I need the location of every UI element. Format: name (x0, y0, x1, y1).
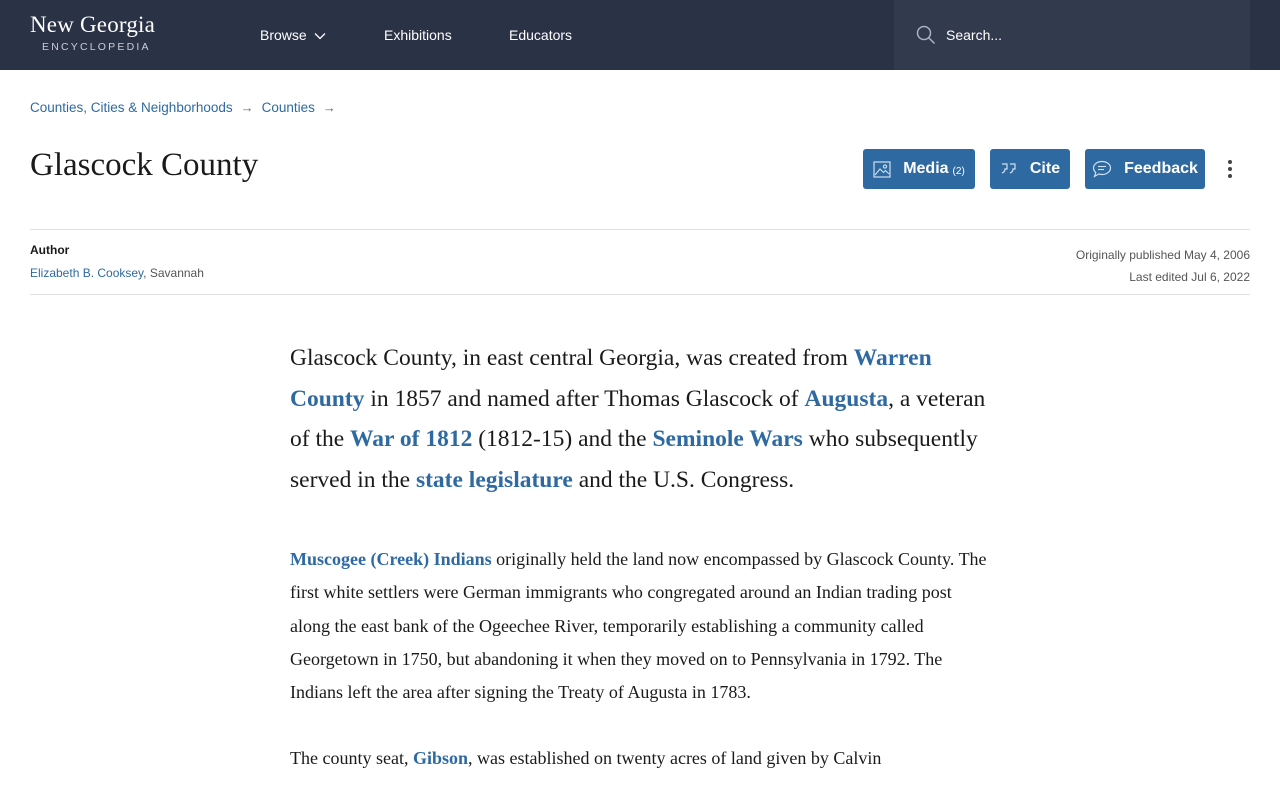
article-body (290, 338, 990, 776)
body-paragraph (290, 543, 990, 709)
nav-exhibitions[interactable] (384, 0, 452, 70)
kebab-dot (1228, 160, 1232, 164)
arrow-right-icon: → (240, 100, 254, 115)
text-span: Glascock County, in east central Georgia, was created from (290, 345, 854, 371)
text-span: The county seat, (290, 748, 413, 769)
image-icon (873, 161, 891, 178)
logo-subtitle: ENCYCLOPEDIA (42, 41, 151, 53)
quote-icon (1000, 162, 1018, 176)
cite-button[interactable] (990, 149, 1070, 189)
feedback-button-label: Feedback (1124, 160, 1198, 177)
published-date: Originally published May 4, 2006 (1075, 248, 1250, 262)
link-augusta[interactable]: Augusta (804, 385, 889, 412)
arrow-right-icon: → (322, 100, 336, 115)
search-box[interactable] (894, 0, 1250, 70)
link-warren-county[interactable]: Warren County (290, 345, 932, 412)
text-span: originally held the land now encompassed by Glascock County. The first white settlers were German immigrants who congregated around an Indian trading post along the east bank of the Ogeechee River, temporarily establishing a community called Georgetown in 1750, but abandoning it when they moved on to Pennsylvania in 1792. The Indians left the area after signing the Treaty of Augusta in 1783. (290, 549, 987, 703)
nav-browse-label: Browse (260, 27, 307, 43)
nav-exhibitions-label: Exhibitions (384, 27, 452, 43)
kebab-menu-icon[interactable] (1220, 152, 1240, 186)
link-gibson[interactable]: Gibson (412, 748, 468, 769)
logo-title: New Georgia (30, 12, 156, 37)
media-button[interactable] (863, 149, 975, 189)
breadcrumb-link-counties-cities[interactable]: Counties, Cities & Neighborhoods (30, 100, 233, 115)
speech-bubble-icon (1092, 160, 1112, 178)
publication-dates (1076, 244, 1250, 288)
feedback-button[interactable] (1085, 149, 1205, 189)
site-header (0, 0, 1280, 70)
link-muscogee-creek-indians[interactable]: Muscogee (Creek) Indians (290, 549, 492, 569)
divider (30, 294, 1250, 295)
link-seminole-wars[interactable]: Seminole Wars (652, 426, 803, 452)
author-label: Author (30, 243, 70, 257)
nav-educators[interactable] (509, 0, 572, 70)
search-icon (916, 25, 936, 45)
author-location: , Savannah (143, 266, 204, 280)
lead-paragraph (290, 338, 990, 500)
text-span: , was established on twenty acres of land given by Calvin (468, 748, 882, 769)
breadcrumb-link-counties[interactable]: Counties (261, 100, 315, 115)
nav-educators-label: Educators (509, 27, 573, 43)
media-button-label: Media (903, 160, 949, 177)
link-war-of-1812[interactable]: War of 1812 (350, 426, 473, 452)
kebab-dot (1228, 167, 1232, 171)
body-paragraph (290, 742, 990, 775)
kebab-dot (1228, 174, 1232, 178)
site-logo[interactable] (30, 12, 155, 53)
author-link[interactable]: Elizabeth B. Cooksey (30, 266, 144, 280)
text-span: (1812-15) and the (472, 426, 653, 452)
breadcrumb (30, 100, 344, 115)
link-state-legislature[interactable]: state legislature (415, 466, 573, 493)
text-span: who subsequently served in the (290, 426, 978, 493)
nav-browse[interactable] (260, 0, 326, 70)
text-span: , a veteran of the (290, 385, 986, 452)
media-count: (2) (952, 165, 965, 177)
text-span: and the U.S. Congress. (572, 466, 795, 493)
search-input[interactable] (946, 27, 1216, 43)
chevron-down-icon (314, 32, 326, 40)
cite-button-label: Cite (1029, 160, 1061, 177)
text-span: in 1857 and named after Thomas Glascock of (364, 385, 805, 412)
author-line (30, 266, 204, 280)
page-title: Glascock County (30, 147, 259, 183)
divider (30, 229, 1250, 230)
edited-date: Last edited Jul 6, 2022 (1129, 270, 1250, 284)
